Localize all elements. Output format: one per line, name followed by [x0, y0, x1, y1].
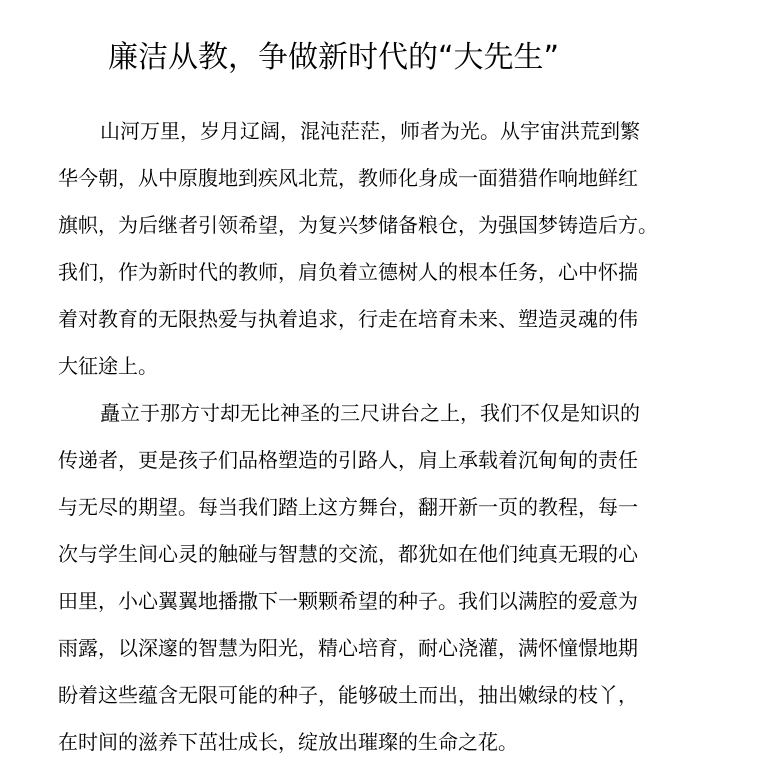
paragraph-1	[58, 108, 748, 390]
text-line: 旗帜，为后继者引领希望，为复兴梦储备粮仓，为强国梦铸造后方。	[58, 213, 658, 237]
text-line: 华今朝，从中原腹地到疾风北荒，教师化身成一面猎猎作响地鲜红	[58, 166, 638, 190]
text-line: 次与学生间心灵的触碰与智慧的交流，都犹如在他们纯真无瑕的心	[58, 542, 638, 566]
text-line: 我们，作为新时代的教师，肩负着立德树人的根本任务，心中怀揣	[58, 260, 638, 284]
text-line: 山河万里，岁月辽阔，混沌茫茫，师者为光。从宇宙洪荒到繁	[100, 119, 640, 143]
text-line: 着对教育的无限热爱与执着追求，行走在培育未来、塑造灵魂的伟	[58, 307, 638, 331]
text-line: 传递者，更是孩子们品格塑造的引路人，肩上承载着沉甸甸的责任	[58, 448, 638, 472]
text-line: 大征途上。	[58, 354, 158, 378]
text-line: 与无尽的期望。每当我们踏上这方舞台，翻开新一页的教程，每一	[58, 495, 638, 519]
text-line: 矗立于那方寸却无比神圣的三尺讲台之上，我们不仅是知识的	[100, 401, 640, 425]
text-line: 在时间的滋养下茁壮成长，绽放出璀璨的生命之花。	[58, 730, 518, 754]
text-line: 雨露，以深邃的智慧为阳光，精心培育，耐心浇灌，满怀憧憬地期	[58, 636, 638, 660]
document-body	[58, 108, 748, 766]
text-line: 盼着这些蕴含无限可能的种子，能够破土而出，抽出嫩绿的枝丫，	[58, 683, 638, 707]
paragraph-2	[58, 390, 748, 766]
document-title: 廉洁从教，争做新时代的“大先生”	[108, 40, 560, 75]
text-line: 田里，小心翼翼地播撒下一颗颗希望的种子。我们以满腔的爱意为	[58, 589, 638, 613]
